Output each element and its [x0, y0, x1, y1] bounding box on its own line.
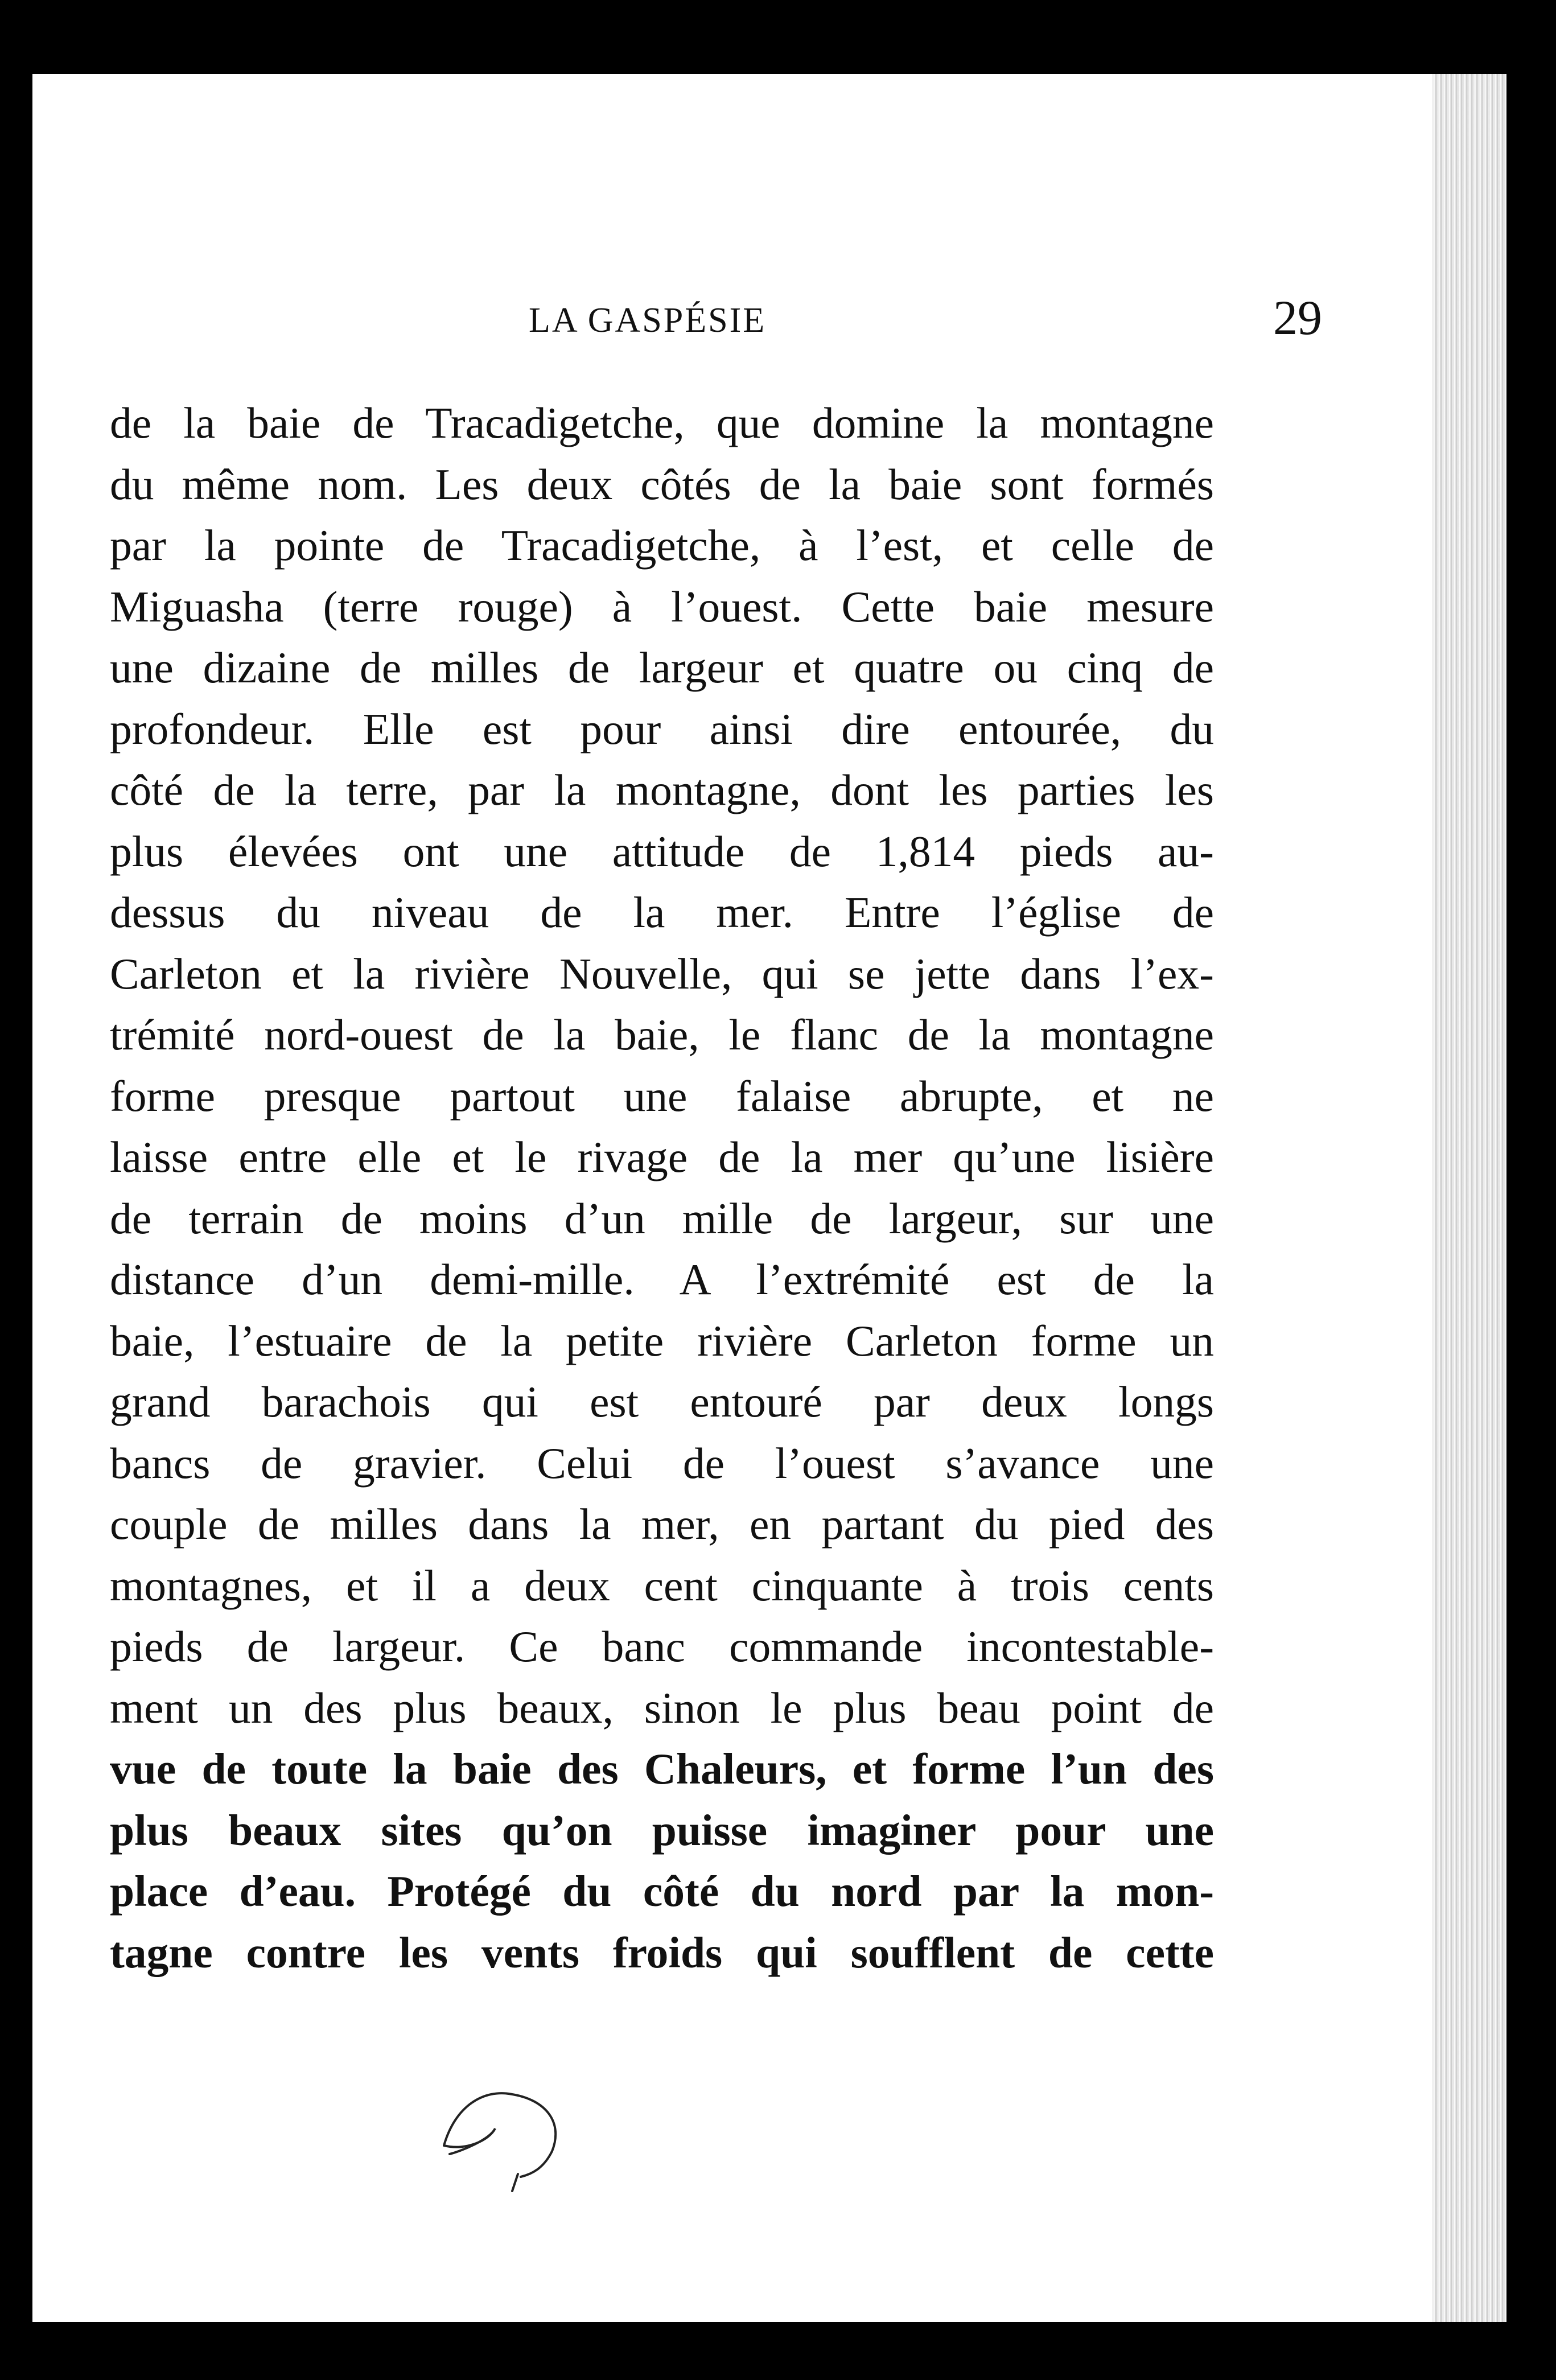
text-line: de terrain de moins d’un mille de largeur, sur une — [110, 1193, 1214, 1243]
text-line: trémité nord-ouest de la baie, le flanc de la montagne — [110, 1010, 1214, 1059]
text-line: grand barachois qui est entouré par deux longs — [110, 1377, 1214, 1426]
text-line: pieds de largeur. Ce banc commande incontestable- — [110, 1622, 1214, 1671]
text-line: distance d’un demi-mille. A l’extrémité est de la — [110, 1255, 1214, 1304]
text-line: couple de milles dans la mer, en partant du pied des — [110, 1500, 1214, 1549]
text-line: baie, l’estuaire de la petite rivière Carleton forme un — [110, 1316, 1214, 1365]
text-line: vue de toute la baie des Chaleurs, et forme l’un des — [110, 1744, 1214, 1793]
text-line: laisse entre elle et le rivage de la mer qu’une lisière — [110, 1133, 1214, 1181]
text-line: montagnes, et il a deux cent cinquante à trois cents — [110, 1560, 1214, 1610]
running-title: LA GASPÉSIE — [529, 301, 767, 340]
text-line: profondeur. Elle est pour ainsi dire entourée, du — [110, 704, 1214, 753]
body-text — [110, 393, 1214, 1983]
text-line: Miguasha (terre rouge) à l’ouest. Cette baie mesure — [110, 582, 1214, 631]
text-line: ment un des plus beaux, sinon le plus beau point de — [110, 1683, 1214, 1732]
text-line: bancs de gravier. Celui de l’ouest s’avance une — [110, 1438, 1214, 1488]
text-line: côté de la terre, par la montagne, dont les parties les — [110, 765, 1214, 814]
text-line: de la baie de Tracadigetche, que domine la montagne — [110, 398, 1214, 447]
text-line: place d’eau. Protégé du côté du nord par la mon- — [110, 1867, 1214, 1916]
text-line: par la pointe de Tracadigetche, à l’est, et celle de — [110, 521, 1214, 570]
binding-shadow — [21, 74, 32, 2322]
text-line: tagne contre les vents froids qui soufflent de cette — [110, 1928, 1214, 1977]
pen-scribble — [421, 2037, 592, 2197]
text-line: plus élevées ont une attitude de 1,814 pieds au- — [110, 826, 1214, 876]
text-line: forme presque partout une falaise abrupte, et ne — [110, 1071, 1214, 1121]
page-number: 29 — [1273, 290, 1322, 345]
text-line: plus beaux sites qu’on puisse imaginer pour une — [110, 1805, 1214, 1855]
text-line: Carleton et la rivière Nouvelle, qui se jette dans l’ex- — [110, 949, 1214, 998]
text-line: du même nom. Les deux côtés de la baie sont formés — [110, 459, 1214, 509]
page-header — [110, 261, 1322, 363]
text-line: une dizaine de milles de largeur et quatre ou cinq de — [110, 643, 1214, 692]
page-edge — [1432, 74, 1506, 2322]
text-line: dessus du niveau de la mer. Entre l’église de — [110, 888, 1214, 937]
